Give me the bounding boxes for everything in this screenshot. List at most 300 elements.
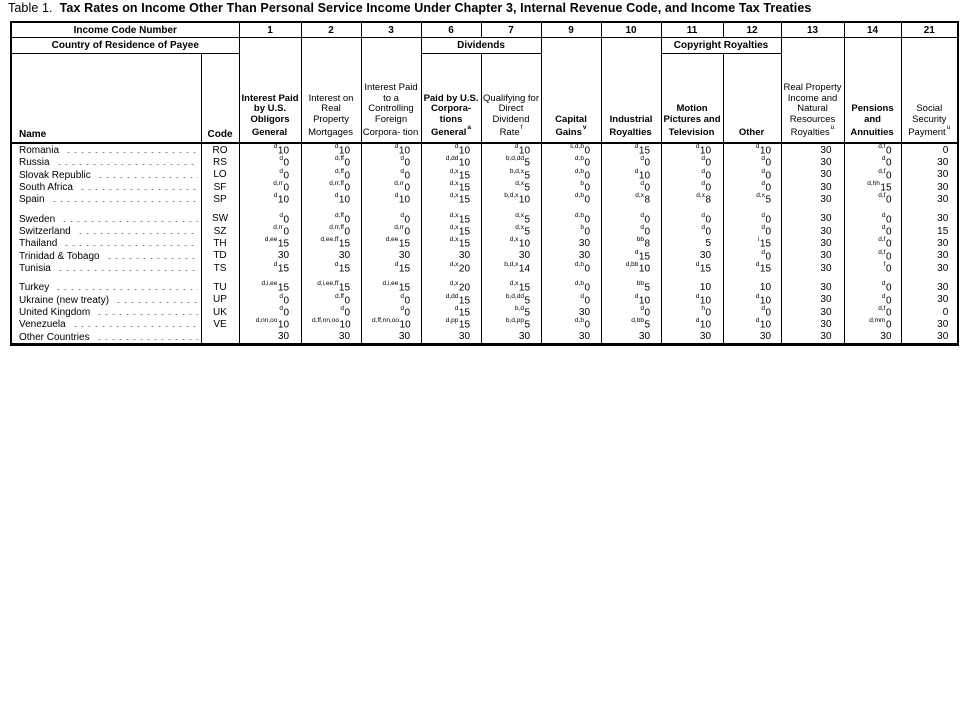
rate-value: 30	[820, 250, 832, 262]
rate-value: $^d$0	[400, 155, 411, 169]
rate-cell	[901, 318, 958, 330]
table-row	[11, 250, 958, 262]
rate-cell	[239, 237, 301, 249]
rate-value: 30	[820, 169, 832, 181]
rate-cell	[239, 143, 301, 156]
income-code-10: 10	[601, 22, 661, 38]
country-name: Russia	[19, 157, 50, 169]
rate-value: $^d$10	[394, 143, 411, 157]
country-name-cell	[11, 262, 201, 274]
rate-cell	[421, 262, 481, 274]
rate-value: 30	[759, 331, 772, 343]
rate-cell	[239, 281, 301, 293]
country-name-cell	[11, 294, 201, 306]
rate-cell	[661, 169, 723, 181]
rate-value: $^d$15	[634, 248, 651, 262]
footnote-marker: d	[400, 155, 404, 163]
footnote-marker: d,rr	[394, 179, 404, 187]
rate-cell	[661, 181, 723, 193]
table-row	[11, 225, 958, 237]
footnote-marker: d	[761, 179, 765, 187]
rate-cell	[723, 193, 781, 205]
rate-value: 30	[820, 213, 832, 225]
rate-cell	[541, 143, 601, 156]
rate-value: $^d$0	[400, 292, 411, 306]
rate-value: 30	[398, 331, 411, 343]
footnote-marker: d	[640, 211, 644, 219]
rate-cell	[541, 262, 601, 274]
rate-cell	[901, 281, 958, 293]
rate-cell	[661, 281, 723, 293]
rate-cell	[781, 294, 844, 306]
country-code-cell: RO	[201, 143, 239, 156]
rate-cell	[723, 262, 781, 274]
footnote-marker: d	[279, 167, 283, 175]
rate-value: $^d$10	[334, 143, 351, 157]
rate-value: $^b$0	[580, 223, 591, 238]
col-interest-us-obligors: Interest Paid by U.S. Obligors General	[239, 38, 301, 144]
rate-value: 30	[518, 331, 531, 343]
footnote-marker: d	[640, 179, 644, 187]
footnote-marker: d,x	[696, 192, 705, 200]
group-header-row	[11, 38, 958, 54]
table-title	[8, 1, 811, 15]
rate-value: $^{d,x}$15	[449, 223, 471, 238]
rate-value: $^{d,rr}$0	[394, 179, 411, 194]
country-of-residence-label: Country of Residence of Payee	[11, 38, 239, 54]
footnote-marker: d,x	[756, 192, 765, 200]
rate-value: 15	[937, 225, 949, 237]
footnote-marker: d	[400, 304, 404, 312]
rate-value: $^{d,x}$5	[515, 223, 531, 238]
rate-cell	[601, 213, 661, 225]
country-name: Venezuela	[19, 319, 66, 331]
footnote-marker: d	[400, 292, 404, 300]
footnote-marker: d,i,ee	[382, 280, 399, 288]
rate-value: 30	[937, 193, 949, 205]
income-code-13: 13	[781, 22, 844, 38]
rate-cell	[901, 225, 958, 237]
rate-cell	[361, 213, 421, 225]
rate-value: $^d$10	[634, 292, 651, 306]
income-code-21: 21	[901, 22, 958, 38]
rate-cell	[601, 262, 661, 274]
country-name-cell	[11, 156, 201, 168]
country-name: Spain	[19, 194, 45, 206]
footnote-marker: d	[394, 192, 399, 200]
rate-cell	[541, 250, 601, 262]
footnote-marker: d,ff	[335, 211, 344, 219]
spacer-cell	[301, 206, 361, 213]
footnote-marker: d	[454, 143, 459, 150]
rate-cell	[361, 193, 421, 205]
country-code-cell: LO	[201, 169, 239, 181]
country-name: Romania	[19, 145, 60, 157]
rate-cell	[601, 237, 661, 249]
rate-value: $^d$10	[695, 143, 712, 157]
footnote-marker: d	[881, 155, 886, 163]
country-name: Tunisia	[19, 263, 51, 275]
rate-value: $^{d,f}$0	[878, 248, 892, 262]
footnote-marker: d	[761, 211, 765, 219]
rate-value: $^{bb}$8	[636, 236, 651, 250]
footnote-marker: d	[394, 260, 399, 268]
rate-cell	[239, 169, 301, 181]
country-name-cell	[11, 318, 201, 330]
rate-cell	[301, 237, 361, 249]
country-name-cell	[11, 331, 201, 345]
rate-value: $^d$0	[279, 167, 290, 181]
country-name-cell	[11, 181, 201, 193]
country-name: Thailand	[19, 238, 58, 250]
footnote-marker: d,b	[574, 192, 584, 200]
country-code-cell	[201, 331, 239, 345]
country-name: Sweden	[19, 213, 56, 225]
col-capital-gains: Capital Gains$^v$	[541, 38, 601, 144]
rate-value: 30	[937, 156, 949, 168]
rate-value: $^{d,i,ee}$15	[382, 280, 411, 294]
rate-value: $^d$10	[755, 292, 772, 306]
dotted-leader	[62, 237, 197, 246]
dotted-leader	[55, 156, 198, 165]
footnote-marker: d,rr	[273, 179, 283, 187]
rate-cell	[601, 143, 661, 156]
dotted-leader	[71, 318, 198, 327]
rate-value: $^d$10	[695, 292, 712, 306]
footnote-marker: d	[701, 179, 705, 187]
rate-cell	[541, 169, 601, 181]
country-code-cell: UP	[201, 294, 239, 306]
rate-cell	[601, 318, 661, 330]
footnote-marker: d,ff,nn,oo	[312, 317, 340, 325]
rate-cell	[541, 318, 601, 330]
spacer-cell	[844, 206, 901, 213]
rate-value: $^{bb}$5	[636, 280, 651, 294]
rate-cell	[239, 294, 301, 306]
rate-cell	[541, 306, 601, 318]
income-code-6: 6	[421, 22, 481, 38]
rate-cell	[481, 237, 541, 249]
spacer-cell	[723, 206, 781, 213]
income-code-12: 12	[723, 22, 781, 38]
rate-cell	[601, 294, 661, 306]
rate-cell	[901, 156, 958, 168]
country-name: Slovak Republic	[19, 169, 91, 181]
country-code-cell: TD	[201, 250, 239, 262]
rate-cell	[301, 250, 361, 262]
footnote-marker: d	[334, 192, 339, 200]
rate-cell	[844, 294, 901, 306]
income-code-11: 11	[661, 22, 723, 38]
rate-cell	[661, 306, 723, 318]
footnote-marker: d	[701, 223, 705, 231]
rate-value: 30	[937, 262, 949, 274]
rate-value: $^{d,b}$0	[574, 317, 591, 331]
rate-value: $^{d,rr}$0	[273, 223, 290, 238]
rate-value: 0	[942, 306, 949, 318]
rate-cell	[781, 306, 844, 318]
rate-value: 30	[277, 331, 290, 343]
rate-value: $^{d,ee}$15	[385, 236, 411, 250]
rate-value: $^d$0	[881, 223, 892, 238]
footnote-marker: d,x	[635, 192, 644, 200]
rate-value: 30	[338, 331, 351, 343]
footnote-marker: d	[514, 143, 519, 150]
footnote-marker: d	[334, 260, 339, 268]
rate-cell	[901, 213, 958, 225]
rate-value: 30	[820, 294, 832, 306]
rate-cell	[781, 213, 844, 225]
rate-value: $^{d,ff}$0	[335, 155, 351, 169]
rate-value: $^{d,ff}$0	[335, 167, 351, 181]
name-column-label: Name	[11, 54, 201, 144]
rate-cell	[844, 281, 901, 293]
rate-cell	[239, 250, 301, 262]
rate-cell	[481, 213, 541, 225]
rate-cell	[421, 193, 481, 205]
rate-value: $^d$15	[273, 260, 290, 275]
rate-cell	[781, 181, 844, 193]
footnote-marker: d	[634, 167, 639, 175]
rate-value: 30	[820, 306, 832, 318]
dotted-leader	[50, 193, 198, 202]
rate-value: 30	[880, 331, 892, 343]
rate-cell	[239, 181, 301, 193]
spacer-cell	[541, 206, 601, 213]
rate-value: 30	[937, 250, 949, 262]
footnote-marker: b,d	[514, 304, 524, 312]
rate-cell	[541, 193, 601, 205]
rate-cell	[601, 169, 661, 181]
rate-value: $^{d,b}$0	[574, 155, 591, 169]
footnote-marker: d,rr	[394, 223, 404, 231]
income-code-14: 14	[844, 22, 901, 38]
rate-value: $^d$10	[634, 167, 651, 181]
rate-cell	[541, 294, 601, 306]
rate-value: 30	[638, 331, 651, 343]
rate-value: $^{d,mm}$0	[869, 317, 892, 331]
rate-cell	[541, 156, 601, 168]
footnote-marker: d	[695, 317, 700, 325]
rate-value: $^{d,i,ee,ff}$15	[317, 280, 351, 294]
rate-cell	[723, 156, 781, 168]
footnote-marker: d	[634, 248, 639, 256]
rate-cell	[661, 143, 723, 156]
dividends-group-label: Dividends	[421, 38, 541, 54]
spacer-row	[11, 206, 958, 213]
rate-value: $^d$15	[634, 143, 651, 157]
rate-cell	[844, 262, 901, 274]
footnote-marker: d	[695, 143, 700, 150]
rate-cell	[723, 143, 781, 156]
rate-cell	[781, 156, 844, 168]
dotted-leader	[114, 294, 197, 303]
rate-cell	[541, 237, 601, 249]
rate-cell	[844, 213, 901, 225]
dotted-leader	[96, 169, 198, 178]
rate-value: $^{b,d,x}$5	[509, 167, 531, 181]
dotted-leader	[76, 225, 198, 234]
spacer-cell	[901, 274, 958, 281]
rate-cell	[541, 213, 601, 225]
rate-value: $^d$0	[761, 248, 772, 262]
dotted-leader	[95, 331, 198, 340]
rate-cell	[723, 169, 781, 181]
rate-value: $^{d,f}$0	[878, 236, 892, 250]
country-name: South Africa	[19, 182, 73, 194]
rate-cell	[723, 181, 781, 193]
table-row	[11, 331, 958, 345]
rate-value: 30	[820, 262, 832, 274]
footnote-marker: d,x	[449, 179, 459, 187]
rate-value: $^d$10	[454, 143, 471, 157]
footnote-marker: d,b	[574, 167, 584, 175]
footnote-marker: d,ee	[385, 236, 399, 244]
rate-value: $^d$0	[400, 304, 411, 319]
rate-value: 30	[578, 306, 591, 318]
footnote-marker: d,x	[449, 260, 459, 268]
rate-value: 30	[937, 213, 949, 225]
spacer-cell	[239, 206, 301, 213]
rate-value: $^{d,b}$0	[574, 280, 591, 294]
rate-value: $^d$0	[279, 292, 290, 306]
table-title-prefix: Table 1.	[8, 1, 53, 15]
footnote-marker: d,x	[509, 280, 519, 288]
rate-value: 30	[937, 237, 949, 249]
rate-value: $^d$10	[695, 317, 712, 331]
rate-cell	[601, 281, 661, 293]
rate-value: 30	[937, 331, 949, 343]
rate-value: $^{b,d,dd}$5	[505, 292, 531, 306]
rate-cell	[781, 225, 844, 237]
footnote-marker: d,b	[574, 260, 584, 268]
footnote-marker: d,x	[515, 211, 524, 219]
income-code-9: 9	[541, 22, 601, 38]
rate-cell	[361, 281, 421, 293]
rate-value: 5	[705, 237, 712, 249]
footnote-marker: d	[340, 304, 344, 312]
rate-value: $^d$0	[701, 223, 712, 238]
footnote-marker: d	[634, 292, 639, 300]
footnote-marker: d,ee,ff	[320, 236, 339, 244]
rate-cell	[844, 193, 901, 205]
rate-cell	[481, 169, 541, 181]
footnote-marker: d,bb	[625, 260, 639, 268]
rate-value: $^{d,x}$15	[509, 280, 531, 294]
rate-cell	[421, 156, 481, 168]
rate-cell	[661, 237, 723, 249]
rate-value: $^{d,x}$8	[696, 192, 712, 206]
col-interest-controlling-foreign: Interest Paid to a Controlling Foreign Corpora- tion	[361, 38, 421, 144]
rate-cell	[901, 237, 958, 249]
dotted-leader	[105, 250, 198, 259]
rate-value: $^{d,ff,nn,oo}$10	[372, 317, 411, 331]
country-name: United Kingdom	[19, 307, 91, 319]
table-row	[11, 281, 958, 293]
rate-cell	[301, 294, 361, 306]
rate-cell	[601, 156, 661, 168]
rate-value: $^{d,ff}$0	[335, 292, 351, 306]
country-name-cell	[11, 306, 201, 318]
rate-cell	[781, 193, 844, 205]
footnote-marker: d,bb	[631, 317, 644, 325]
rate-cell	[781, 169, 844, 181]
rate-value: $^{d,f}$0	[878, 167, 892, 181]
rate-value: $^{d,ff,nn,oo}$10	[312, 317, 351, 331]
footnote-marker: d,i,ee,ff	[317, 280, 339, 288]
rate-cell	[723, 306, 781, 318]
rate-value: 30	[937, 169, 949, 181]
rate-value: 30	[458, 331, 471, 343]
country-name-cell	[11, 237, 201, 249]
rate-value: $^{d,hh}$15	[867, 179, 892, 194]
table-row	[11, 181, 958, 193]
table-row	[11, 294, 958, 306]
footnote-marker: d,f	[878, 236, 886, 244]
spacer-row	[11, 274, 958, 281]
rate-value: 30	[820, 331, 832, 343]
table-row	[11, 213, 958, 225]
country-name-cell	[11, 281, 201, 293]
rate-value: $^h$0	[701, 304, 712, 319]
rate-value: $^{d,x}$5	[756, 192, 772, 206]
rate-cell	[781, 331, 844, 345]
footnote-marker: d	[761, 167, 765, 175]
spacer-cell	[11, 274, 201, 281]
footnote-marker: d	[881, 280, 886, 288]
footnote-marker: b,d,x	[504, 192, 519, 200]
rate-value: $^i$15	[757, 236, 772, 250]
footnote-marker: d,rr	[273, 223, 283, 231]
rate-cell	[301, 156, 361, 168]
col-pensions-annuities: Pensions and Annuities	[844, 38, 901, 144]
rate-value: 30	[699, 250, 712, 262]
rate-value: 30	[398, 250, 411, 262]
rate-cell	[361, 318, 421, 330]
rate-value: $^{d,f}$0	[878, 304, 892, 319]
rate-cell	[723, 225, 781, 237]
footnote-marker: d,pp	[445, 317, 459, 325]
rate-cell	[239, 331, 301, 345]
table-row	[11, 262, 958, 274]
rate-value: $^{d,x}$15	[449, 179, 471, 194]
rate-cell	[661, 250, 723, 262]
rate-cell	[723, 318, 781, 330]
footnote-marker: d	[394, 143, 399, 150]
spacer-cell	[781, 206, 844, 213]
rate-value: 30	[518, 250, 531, 262]
table-row	[11, 193, 958, 205]
col-dividends-us-corporations: Paid by U.S. Corpora- tions General$^a$	[421, 54, 481, 144]
rate-cell	[239, 193, 301, 205]
rate-value: $^{d,rr,ff}$0	[329, 223, 351, 238]
rate-cell	[844, 143, 901, 156]
footnote-marker: d	[881, 292, 886, 300]
rate-cell	[901, 169, 958, 181]
rate-value: 30	[699, 331, 712, 343]
country-code-cell: TU	[201, 281, 239, 293]
rate-cell	[844, 250, 901, 262]
table-row	[11, 318, 958, 330]
rate-cell	[661, 294, 723, 306]
rate-cell	[481, 193, 541, 205]
rate-value: $^d$10	[514, 143, 531, 157]
rate-cell	[901, 331, 958, 345]
rate-cell	[781, 143, 844, 156]
footnote-marker: d	[273, 143, 278, 150]
rate-cell	[481, 156, 541, 168]
country-code-cell: TH	[201, 237, 239, 249]
